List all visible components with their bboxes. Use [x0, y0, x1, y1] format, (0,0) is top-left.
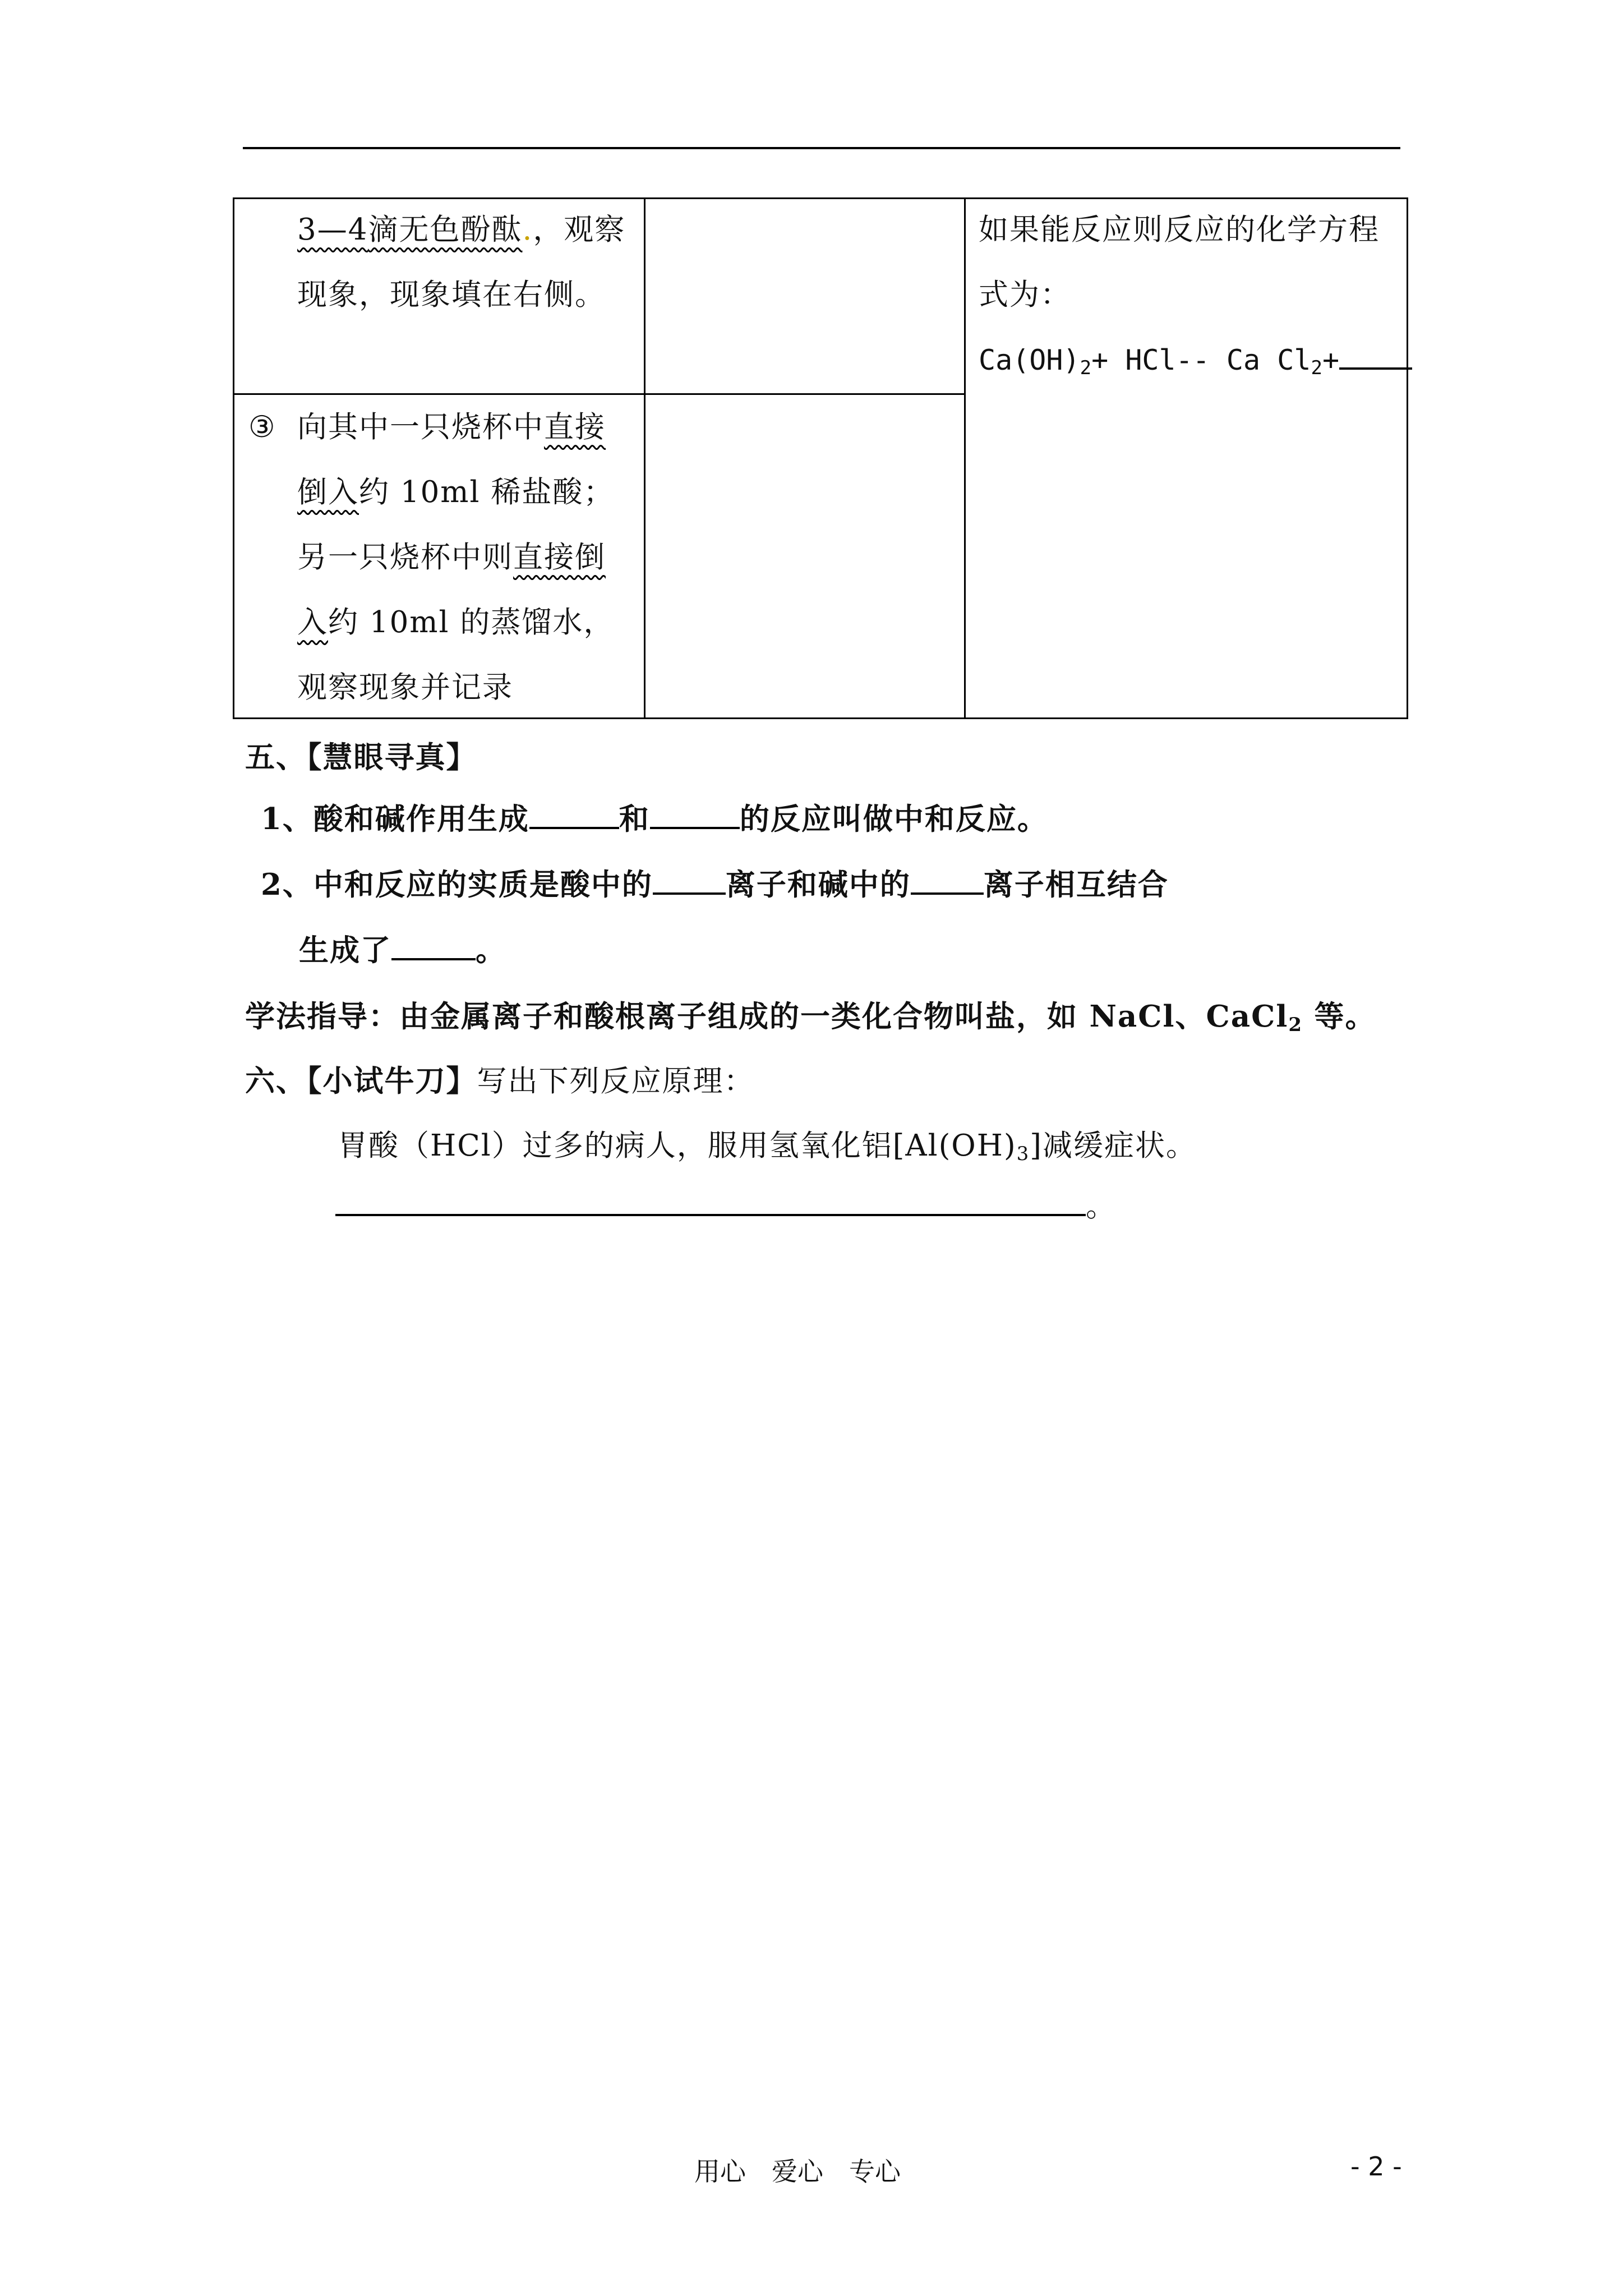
experiment-table [233, 197, 1408, 719]
answer-blank[interactable] [335, 1189, 1086, 1216]
equation-prompt: 如果能反应则反应的化学方程式为： [979, 213, 1380, 312]
section6-answer-line: 。 [335, 1182, 1117, 1225]
q2-blank-2[interactable] [911, 868, 984, 895]
section6-problem: 胃酸（HCl）过多的病人，服用氢氧化铝$[Al(OH)_3]$减缓症状。 [338, 1129, 1197, 1165]
q2-blank-3[interactable] [391, 933, 476, 960]
row2-procedure: 向其中一只烧杯中直接倒入约 10ml 稀盐酸；另一只烧杯中则直接倒入约 10ml 的蒸馏水，观察现象并记录 [297, 410, 615, 705]
equation-blank[interactable] [1339, 343, 1412, 370]
header-rule [243, 147, 1400, 149]
section5-question-1: 1、酸和碱作用生成 和 的反应叫做中和反应。 [261, 802, 1048, 836]
row1-observation-cell[interactable] [648, 202, 960, 390]
section6-heading: 六、【小试牛刀】写出下列反应原理： [245, 1064, 755, 1098]
row2-observation-cell[interactable] [648, 399, 960, 714]
q2-blank-1[interactable] [653, 868, 726, 895]
page-number: - 2 - [1350, 2151, 1402, 2182]
q1-blank-1[interactable] [529, 802, 619, 829]
q1-blank-2[interactable] [650, 802, 740, 829]
row2-step-number: ③ [248, 410, 276, 444]
equation-line: $Ca(OH)_2+ HCl--$ Ca $Cl_2+$ [979, 328, 1405, 401]
section5-question-2-cont: 生成了 。 [299, 933, 506, 968]
section5-heading: 五、【慧眼寻真】 [245, 740, 477, 775]
row1-procedure: 3—4滴无色酚酞.，观察现象，现象填在右侧。 [297, 213, 626, 312]
footer-center: 用心 爱心 专心 [694, 2156, 901, 2187]
section5-question-2: 2、中和反应的实质是酸中的 离子和碱中的 离子相互结合 [261, 867, 1169, 902]
study-guide: 学法指导：由金属离子和酸根离子组成的一类化合物叫盐，如 NaCl、CaCl$_2$ 等。 [245, 999, 1376, 1036]
